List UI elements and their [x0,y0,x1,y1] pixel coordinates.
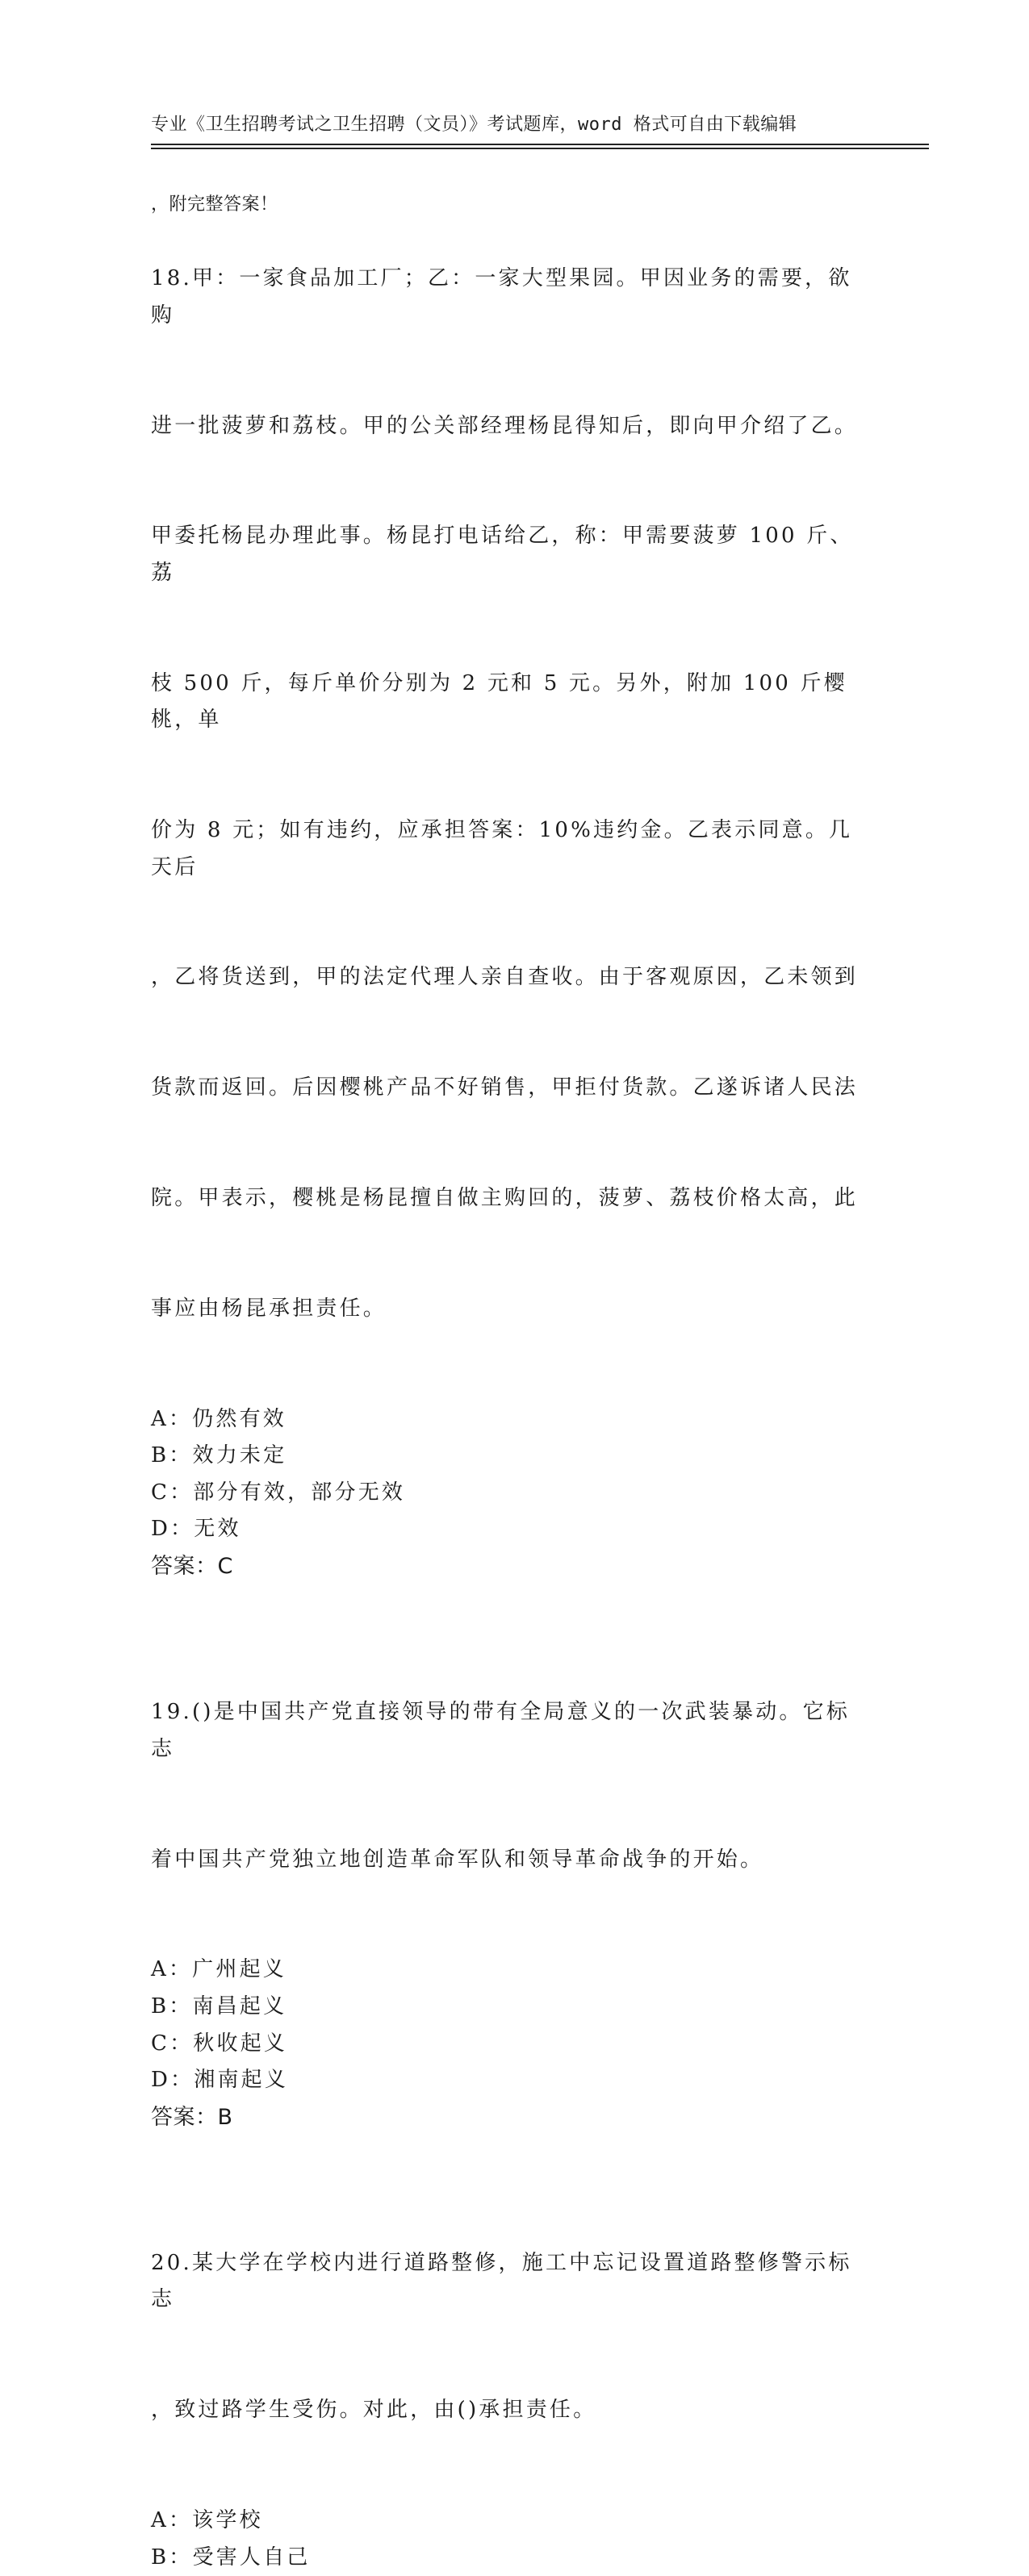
header-line-1: 专业《卫生招聘考试之卫生招聘（文员）》考试题库，word 格式可自由下载编辑 [151,115,797,135]
stem-line: 甲委托杨昆办理此事。杨昆打电话给乙，称：甲需要菠萝 100 斤、荔 [151,524,854,585]
answer-label: 答案：B [151,2104,233,2130]
stem-line: 20.某大学在学校内进行道路整修，施工中忘记设置道路整修警示标志 [151,2250,852,2312]
answer-label: 答案：C [151,1553,233,1579]
stem-line: 进一批菠萝和荔枝。甲的公关部经理杨昆得知后，即向甲介绍了乙。 [151,413,859,438]
question-18 [151,187,861,1585]
stem-line: 事应由杨昆承担责任。 [151,1296,387,1321]
question-20 [151,2172,861,2576]
stem-line: 货款而返回。后因樱桃产品不好销售，甲拒付货款。乙遂诉诸人民法 [151,1075,859,1100]
question-list [151,187,861,2576]
option-a: A：广州起义 [151,1957,287,1982]
option-a: A：该学校 [151,2508,263,2533]
question-spacer [151,2136,861,2172]
stem-line: 枝 500 斤，每斤单价分别为 2 元和 5 元。另外，附加 100 斤樱桃，单 [151,670,847,733]
option-d: D：无效 [151,1517,241,1542]
stem-line: 19.()是中国共产党直接领导的带有全局意义的一次武装暴动。它标志 [151,1700,851,1761]
stem-line: ，乙将货送到，甲的法定代理人亲自查收。由于客观原因，乙未领到 [151,965,859,990]
option-b: B：受害人自己 [151,2545,311,2570]
stem-line: 价为 8 元；如有违约，应承担答案：10%违约金。乙表示同意。几天后 [151,818,853,879]
stem-line: 院。甲表示，樱桃是杨昆擅自做主购回的，菠萝、荔枝价格太高，此 [151,1186,859,1211]
stem-line: ，致过路学生受伤。对此，由()承担责任。 [151,2398,597,2423]
question-stem [151,187,861,1401]
question-spacer [151,1585,861,1621]
option-d: D：湘南起义 [151,2068,289,2093]
header-divider-top [151,144,929,145]
header-line-2: ，附完整答案！ [151,194,278,215]
option-c: C：部分有效，部分无效 [151,1480,406,1505]
header-divider-bottom [151,148,929,149]
option-b: B：南昌起义 [151,1994,287,2019]
option-c: C：秋收起义 [151,2031,288,2056]
stem-line: 着中国共产党独立地创造革命军队和领导革命战争的开始。 [151,1847,764,1872]
option-b: B：效力未定 [151,1443,287,1468]
option-a: A：仍然有效 [151,1406,287,1431]
question-stem [151,1621,861,1952]
question-19 [151,1621,861,2136]
stem-line: 18.甲：一家食品加工厂；乙：一家大型果园。甲因业务的需要，欲购 [151,266,852,328]
question-stem [151,2172,861,2503]
